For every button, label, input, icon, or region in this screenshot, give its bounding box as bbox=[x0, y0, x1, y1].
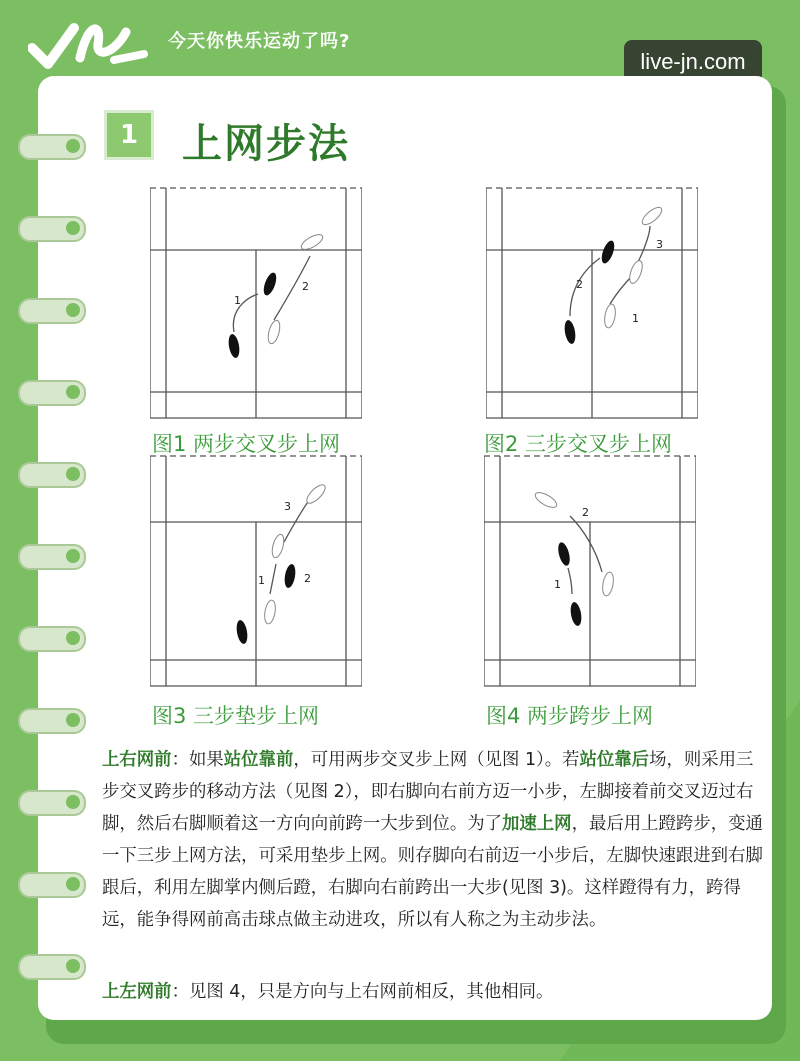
watermark-badge: live-jn.com bbox=[624, 40, 762, 84]
step-label: 3 bbox=[284, 500, 291, 513]
para-text: 场，则采用三步交叉跨步的移动方法（见图 2），即右脚向右前方迈一小步，左脚接着前交叉迈过右脚，然后右脚顺着这一方向向前跨一大步到位。为了 bbox=[102, 750, 754, 834]
para-lead: 上右网前 bbox=[102, 750, 172, 770]
binder-ring bbox=[18, 544, 86, 570]
binder-ring bbox=[18, 872, 86, 898]
section-number-badge: 1 bbox=[104, 110, 154, 160]
step-label: 1 bbox=[258, 574, 265, 587]
court-diagram-1 bbox=[150, 186, 362, 420]
court-diagram-4 bbox=[484, 454, 696, 688]
step-label: 1 bbox=[632, 312, 639, 325]
figure-caption: 图3 三步垫步上网 bbox=[152, 704, 320, 728]
step-label: 2 bbox=[582, 506, 589, 519]
court-diagram-2 bbox=[486, 186, 698, 420]
binder-ring bbox=[18, 298, 86, 324]
section-title: 上网步法 bbox=[182, 121, 350, 167]
para-highlight: 加速上网 bbox=[502, 814, 572, 834]
header-slogan: 今天你快乐运动了吗? bbox=[168, 31, 351, 52]
para-lead: 上左网前 bbox=[102, 982, 172, 1002]
binder-ring bbox=[18, 380, 86, 406]
step-label: 1 bbox=[554, 578, 561, 591]
binder-ring bbox=[18, 708, 86, 734]
para-text: ：如果 bbox=[171, 750, 224, 770]
figure-caption: 图4 两步跨步上网 bbox=[486, 704, 654, 728]
step-label: 3 bbox=[656, 238, 663, 251]
para-text: ，可用两步交叉步上网（见图 1）。若 bbox=[293, 750, 580, 770]
brand-logo-icon bbox=[28, 14, 148, 74]
binder-ring bbox=[18, 216, 86, 242]
para-highlight: 站位靠后 bbox=[579, 750, 650, 770]
binder-ring bbox=[18, 626, 86, 652]
paragraph-right-front bbox=[102, 744, 770, 936]
para-text: ，最后用上蹬跨步，变通一下三步上网方法，可采用垫步上网。则存脚向右前迈一小步后，左脚快速跟进到右脚跟后，利用左脚掌内侧后蹬，右脚向右前跨出一大步(见图 3)。这样蹬得有力，跨得远，能争得网前高击球点做主动进攻，所以有人称之为主动步法。 bbox=[102, 814, 763, 930]
figure-caption: 图1 两步交叉步上网 bbox=[152, 432, 341, 456]
binder-ring bbox=[18, 954, 86, 980]
binder-ring bbox=[18, 134, 86, 160]
court-diagram-3 bbox=[150, 454, 362, 688]
step-label: 2 bbox=[302, 280, 309, 293]
step-label: 2 bbox=[576, 278, 583, 291]
step-label: 2 bbox=[304, 572, 311, 585]
para-highlight: 站位靠前 bbox=[223, 750, 294, 770]
figure-caption: 图2 三步交叉步上网 bbox=[484, 432, 673, 456]
para-text: ：见图 4，只是方向与上右网前相反，其他相同。 bbox=[171, 982, 554, 1002]
binder-ring bbox=[18, 790, 86, 816]
binder-ring bbox=[18, 462, 86, 488]
step-label: 1 bbox=[234, 294, 241, 307]
paragraph-left-front bbox=[102, 976, 770, 1008]
